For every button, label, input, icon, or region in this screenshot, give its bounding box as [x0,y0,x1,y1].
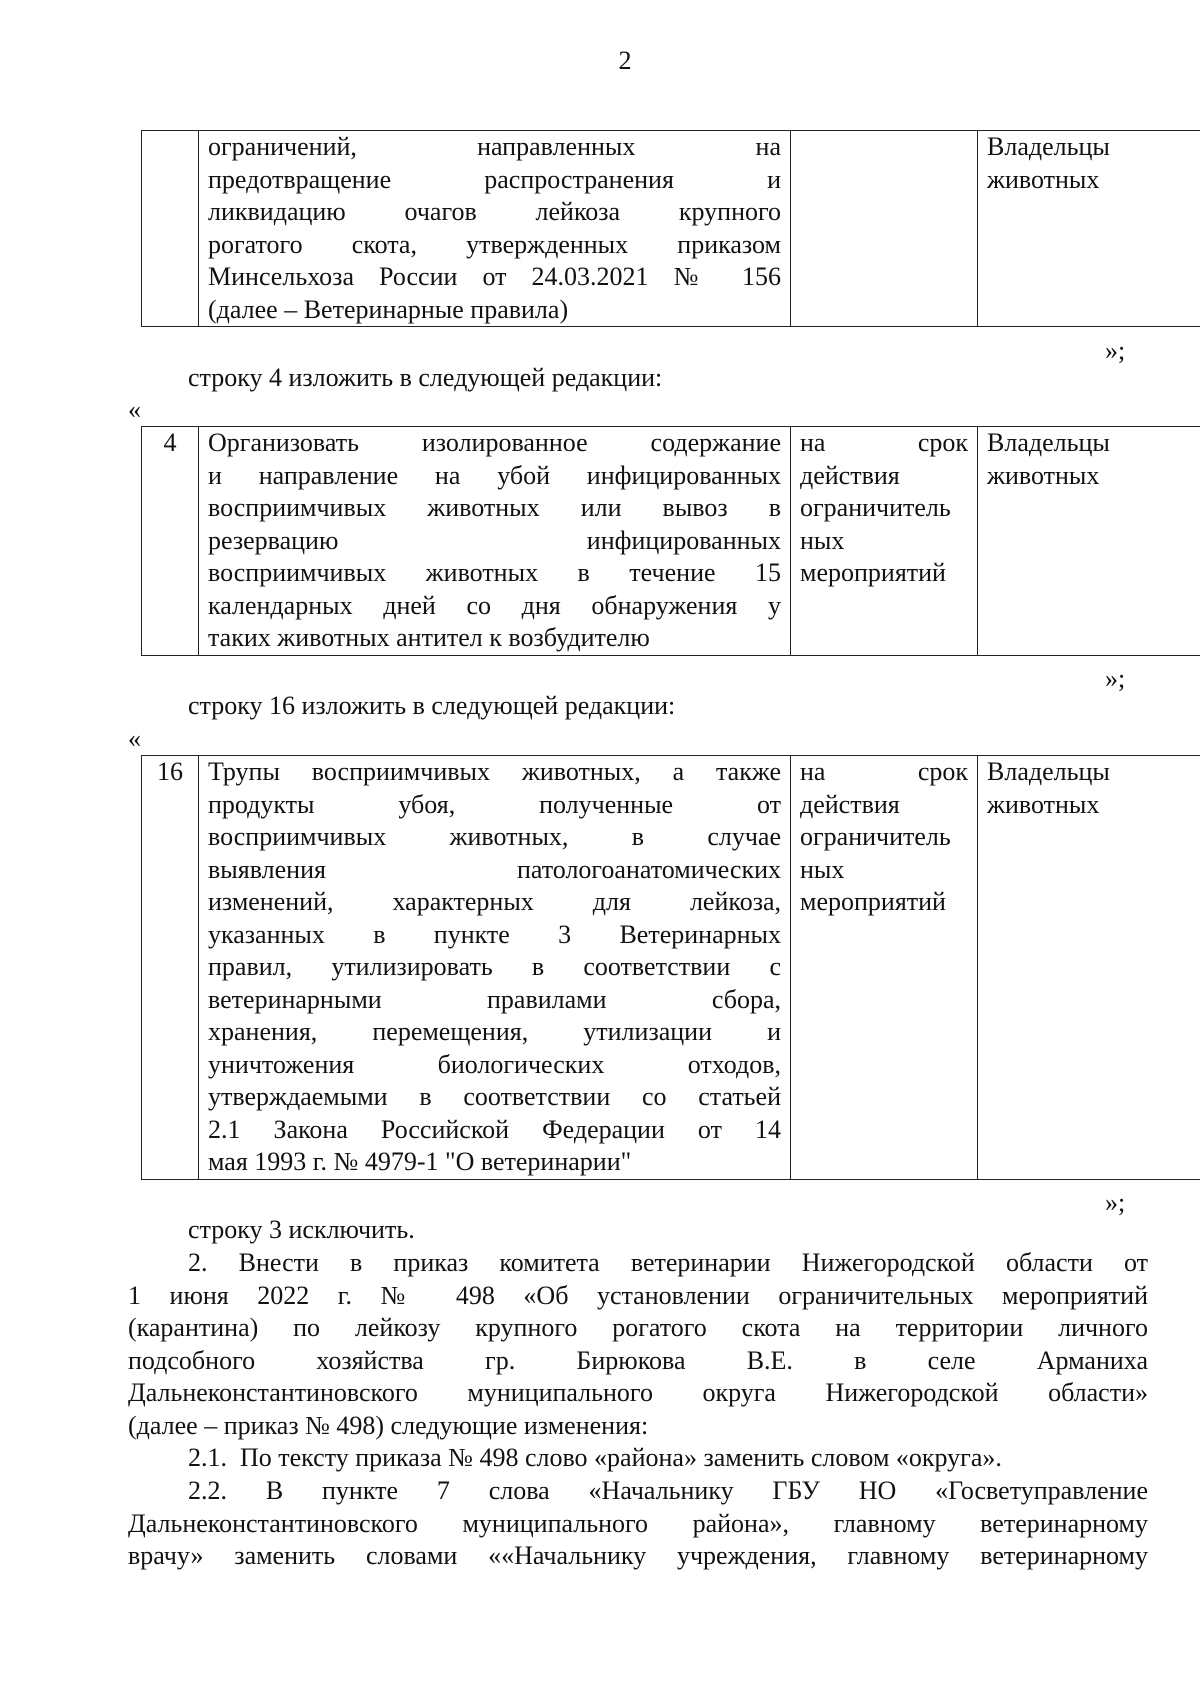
paragraph-line: 1 июня 2022 г. № 498 «Об установлении ограничительных мероприятий [128,1280,1148,1310]
measure-line: уничтожения биологических отходов, [208,1049,781,1079]
responsible-line: животных [987,164,1100,194]
term-line: ных [800,854,845,884]
opening-quote: « [128,395,141,424]
measure-line: изменений, характерных для лейкоза, [208,887,781,916]
measure-line: 2.1 Закона Российской Федерации от 14 [208,1114,781,1144]
responsible-cell [978,756,1200,1180]
term-cell [791,427,978,656]
term-line: на срок [800,428,968,457]
measure-line: календарных дней со дня обнаружения у [208,590,781,620]
measure-line: Организовать изолированное содержание [208,428,781,457]
row-number-cell: 4 [142,427,199,656]
measure-line: мая 1993 г. № 4979-1 "О ветеринарии" [208,1147,632,1176]
responsible-line: Владельцы [987,428,1110,457]
instruction-row4: строку 4 изложить в следующей редакции: [188,363,663,392]
closing-quote: »; [1105,664,1126,693]
measure-cell [199,756,791,1180]
measure-line: хранения, перемещения, утилизации и [208,1017,781,1046]
section-2-paragraph [128,1247,1148,1442]
paragraph-line: (далее – приказ № 498) следующие изменения: [128,1410,649,1440]
paragraph-line: подсобного хозяйства гр. Бирюкова В.Е. в селе Арманиха [128,1345,1148,1375]
measure-line: и направление на убой инфицированных [208,460,781,490]
paragraph-line: (карантина) по лейкозу крупного рогатого скота на территории личного [128,1313,1148,1342]
term-line: ограничитель [800,493,951,522]
term-line: мероприятий [800,887,946,916]
term-line: ных [800,525,845,555]
row-number-cell: 16 [142,756,199,1180]
term-line: действия [800,789,900,819]
measure-line: предотвращение распространения и [208,164,781,194]
term-cell [791,756,978,1180]
closing-quote: »; [1105,336,1126,365]
table-row-4 [141,426,1200,656]
responsible-line: животных [987,460,1100,490]
measure-line: Минсельхоза России от 24.03.2021 № 156 [208,262,781,291]
responsible-cell [978,131,1200,327]
paragraph-line: врачу» заменить словами ««Начальнику учреждения, главному ветеринарному [128,1541,1148,1570]
measure-line: выявления патологоанатомических [208,854,781,884]
measure-line: резервацию инфицированных [208,525,781,555]
page-number: 2 [618,46,632,75]
table-row-continuation [141,130,1200,327]
measure-line: таких животных антител к возбудителю [208,623,650,652]
paragraph-line: 2. Внести в приказ комитета ветеринарии Нижегородской области от [188,1248,1148,1277]
measure-cell [199,131,791,327]
measure-cell [199,427,791,656]
term-line: мероприятий [800,558,946,587]
measure-line: ветеринарными правилами сбора, [208,984,781,1014]
responsible-line: животных [987,789,1100,819]
instruction-row3: строку 3 исключить. [188,1215,415,1244]
opening-quote: « [128,724,141,753]
measure-line: ликвидацию очагов лейкоза крупного [208,197,781,226]
paragraph-line: Дальнеконстантиновского муниципального района», главному ветеринарному [128,1508,1148,1538]
measure-line: рогатого скота, утвержденных приказом [208,229,781,259]
section-2-2-paragraph [128,1475,1148,1573]
closing-quote: »; [1105,1188,1126,1217]
measure-line: Трупы восприимчивых животных, а также [208,757,781,786]
responsible-cell [978,427,1200,656]
section-2-1: 2.1. По тексту приказа № 498 слово «района» заменить словом «округа». [188,1443,1002,1472]
measure-line: утверждаемыми в соответствии со статьей [208,1082,781,1111]
paragraph-line: Дальнеконстантиновского муниципального округа Нижегородской области» [128,1378,1148,1407]
term-line: действия [800,460,900,490]
measure-line: ограничений, направленных на [208,132,781,161]
term-line: ограничитель [800,822,951,851]
responsible-line: Владельцы [987,757,1110,786]
instruction-row16: строку 16 изложить в следующей редакции: [188,691,676,720]
table-row-16 [141,755,1200,1180]
measure-line: восприимчивых животных или вывоз в [208,493,781,522]
measure-line: указанных в пункте 3 Ветеринарных [208,919,781,949]
term-cell [791,131,978,327]
responsible-line: Владельцы [987,132,1110,161]
term-line: на срок [800,757,968,786]
measure-line: восприимчивых животных в течение 15 [208,558,781,587]
measure-line: восприимчивых животных, в случае [208,822,781,851]
measure-line: (далее – Ветеринарные правила) [208,294,569,324]
row-number-cell [142,131,199,327]
measure-line: продукты убоя, полученные от [208,789,781,819]
paragraph-line: 2.2. В пункте 7 слова «Начальнику ГБУ НО «Госветуправление [188,1476,1148,1505]
measure-line: правил, утилизировать в соответствии с [208,952,781,981]
